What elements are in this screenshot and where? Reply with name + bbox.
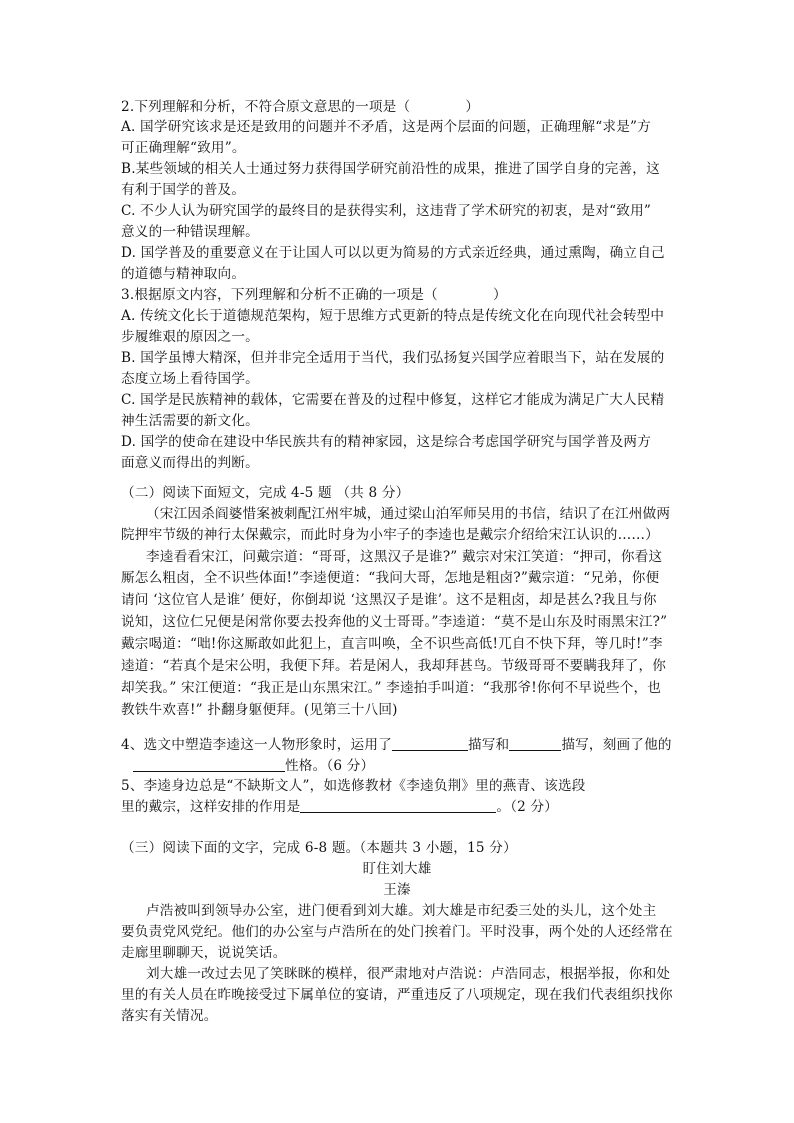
q4-line1 [121, 735, 681, 755]
q5-suffix: 。（2 分） [496, 799, 559, 815]
q3-option-c-line1: C. 国学是民族精神的载体，它需要在普及的过程中修复，这样它才能成为满足广大人民精 [121, 392, 665, 408]
section-2-passage-line2: 厮怎么粗卤，全不识些体面!”李逵便道：“我问大哥，怎地是粗卤?”戴宗道：“兄弟，你便 [121, 570, 660, 586]
q4-mid2: 描写，刻画了他的 [561, 737, 672, 753]
section-2-passage-line4: 说知，这位仁兄便是闲常你要去投奔他的义士哥哥。”李逵道：“莫不是山东及时雨黑宋江?” [121, 614, 668, 630]
section-2-intro-line2: 院押牢节级的神行太保戴宗，而此时身为小牢子的李逵也是戴宗介绍给宋江认识的……） [121, 527, 659, 543]
section-2-passage-line8: 教铁牛欢喜!” 扑翻身躯便拜。(见第三十八回) [121, 702, 398, 718]
section-2-passage-line3: 请问 ‘这位官人是谁’ 便好，你倒却说 ‘这黑汉子是谁’。这不是粗卤，却是甚么?我且与你 [121, 592, 657, 608]
section-2-heading: （二）阅读下面短文，完成 4-5 题 （共 8 分） [121, 485, 410, 501]
q4-answer-blank-2[interactable] [509, 736, 561, 751]
q2-option-c-line2: 意义的一种错误理解。 [121, 224, 259, 240]
q3-option-d-line2: 面意义而得出的判断。 [121, 455, 259, 471]
section-2-passage-line5: 戴宗喝道：“咄!你这厮敢如此犯上，直言叫唤，全不识些高低!兀自不快下拜，等几时!”李 [121, 636, 663, 652]
q4-line2 [121, 756, 681, 776]
section-2-intro-line1: （宋江因杀阎婆惜案被刺配江州牢城，通过梁山泊军师吴用的书信，结识了在江州做两 [146, 506, 671, 522]
q2-option-b-line2: 有利于国学的普及。 [121, 182, 246, 198]
q3-option-d-line1: D. 国学的使命在建设中华民族共有的精神家园，这是综合考虑国学研究与国学普及两方 [121, 434, 652, 450]
q4-answer-blank-3[interactable] [133, 757, 285, 772]
q2-option-c-line1: C. 不少人认为研究国学的最终目的是获得实利，这违背了学术研究的初衷，是对“致用” [121, 203, 652, 219]
q5-line2 [121, 797, 681, 817]
q2-option-b-line1: B.某些领域的相关人士通过努力获得国学研究前沿性的成果，推进了国学自身的完善，这 [121, 161, 660, 177]
q3-option-b-line1: B. 国学虽博大精深，但并非完全适用于当代，我们弘扬复兴国学应着眼当下，站在发展的 [121, 350, 665, 366]
section-3-heading: （三）阅读下面的文字，完成 6-8 题。（本题共 3 小题，15 分） [121, 840, 517, 856]
story-line6: 落实有关情况。 [121, 1008, 218, 1024]
q5-answer-blank[interactable] [300, 798, 496, 813]
story-line3: 走廊里聊聊天，说说笑话。 [121, 945, 287, 961]
q4-mid1: 描写和 [467, 737, 510, 753]
q2-stem: 2.下列理解和分析，不符合原文意思的一项是（ ） [121, 99, 480, 115]
story-line1: 卢浩被叫到领导办公室，进门便看到刘大雄。刘大雄是市纪委三处的头儿，这个处主 [146, 903, 657, 919]
section-2-passage-line6: 逵道：“若真个是宋公明，我便下拜。若是闲人，我却拜甚鸟。节级哥哥不要瞒我拜了，你 [121, 658, 667, 674]
q5-prefix: 里的戴宗，这样安排的作用是 [121, 799, 301, 815]
q4-prefix: 4、选文中塑造李逵这一人物形象时，运用了 [121, 737, 392, 753]
q2-option-d-line2: 的道德与精神取向。 [121, 266, 246, 282]
story-title: 盯住刘大雄 [362, 861, 432, 877]
q3-option-c-line2: 神生活需要的新文化。 [121, 413, 259, 429]
section-2-passage-line1: 李逵看看宋江，问戴宗道：“哥哥，这黑汉子是谁?” 戴宗对宋江笑道：“押司，你看这 [146, 549, 663, 565]
q2-option-d-line1: D. 国学普及的重要意义在于让国人可以以更为简易的方式亲近经典，通过熏陶，确立自己 [121, 245, 665, 261]
story-line5: 里的有关人员在昨晚接受过下属单位的宴请，严重违反了八项规定，现在我们代表组织找你 [121, 987, 673, 1003]
story-line2: 要负责党风党纪。他们的办公室与卢浩所在的处门挨着门。平时没事，两个处的人还经常在 [121, 924, 673, 940]
story-line4: 刘大雄一改过去见了笑眯眯的模样，很严肃地对卢浩说：卢浩同志，根据举报，你和处 [146, 966, 671, 982]
q2-option-a-line1: A. 国学研究该求是还是致用的问题并不矛盾，这是两个层面的问题，正确理解“求是”方 [121, 119, 651, 135]
q5-line1: 5、李逵身边总是“不缺斯文人”，如选修教材《李逵负荆》里的燕青、该选段 [121, 778, 586, 794]
q3-option-b-line2: 态度立场上看待国学。 [121, 371, 259, 387]
q4-answer-blank-1[interactable] [392, 736, 468, 751]
q3-option-a-line1: A. 传统文化长于道德规范架构，短于思维方式更新的特点是传统文化在向现代社会转型中 [121, 308, 665, 324]
section-2-passage-line7: 却笑我。” 宋江便道：“我正是山东黑宋江。” 李逵拍手叫道：“我那爷!你何不早说些个，也 [121, 680, 662, 696]
q4-suffix: 性格。（6 分） [285, 758, 375, 774]
story-author: 王溱 [383, 882, 411, 898]
q2-option-a-line2: 可正确理解“致用”。 [121, 140, 246, 156]
q3-option-a-line2: 步履维艰的原因之一。 [121, 329, 259, 345]
q3-stem: 3.根据原文内容，下列理解和分析不正确的一项是（ ） [121, 287, 507, 303]
